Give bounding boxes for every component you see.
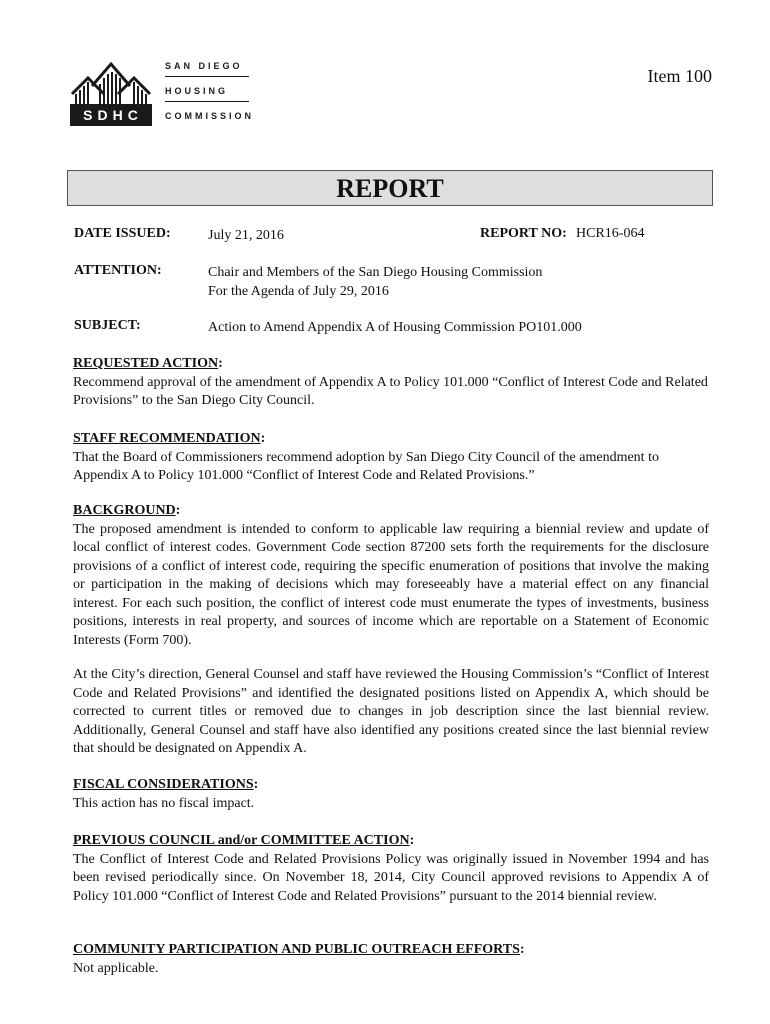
background-paragraph-2: At the City’s direction, General Counsel and staff have reviewed the Housing Commission’s “Conflict of Interest Code and Related Provisions” and identified the designated positions listed on Appendix A, which should be corrected to current titles or removed due to changes in job description since the last biennial review. Additionally, General Counsel and staff have also identified any positions created since the last biennial review that should be designated on Appendix A.	[73, 667, 709, 756]
requested-action-section	[73, 355, 709, 411]
logo-line-3: COMMISSION	[165, 111, 255, 121]
houses-logo-icon	[70, 56, 152, 126]
logo-divider	[165, 101, 249, 102]
background-paragraph-2-block	[73, 666, 709, 759]
sdhc-logo	[70, 56, 260, 130]
date-issued-value: July 21, 2016	[208, 228, 284, 243]
attention-line-2: For the Agenda of July 29, 2016	[208, 284, 389, 299]
background-section	[73, 502, 709, 650]
logo-line-2: HOUSING	[165, 86, 229, 96]
logo-divider	[165, 76, 249, 77]
report-title-banner: REPORT	[67, 170, 713, 206]
section-text: Not applicable.	[73, 960, 159, 976]
attention-line-1: Chair and Members of the San Diego Housing Commission	[208, 265, 543, 280]
attention-label: ATTENTION:	[74, 263, 162, 278]
attention-value	[208, 263, 542, 301]
report-no-value: HCR16-064	[576, 226, 645, 241]
section-heading: PREVIOUS COUNCIL and/or COMMITTEE ACTION:	[73, 833, 415, 848]
subject-value: Action to Amend Appendix A of Housing Commission PO101.000	[208, 320, 582, 335]
previous-action-section	[73, 832, 709, 906]
section-heading: COMMUNITY PARTICIPATION AND PUBLIC OUTREACH EFFORTS:	[73, 942, 525, 957]
fiscal-section	[73, 776, 709, 813]
staff-recommendation-section	[73, 430, 709, 486]
section-text: That the Board of Commissioners recommend adoption by San Diego City Council of the amendment to Appendix A to Policy 101.000 “Conflict of Interest Code and Related Provisions.”	[73, 449, 659, 483]
section-text: This action has no fiscal impact.	[73, 795, 255, 811]
logo-letters: SDHC	[70, 104, 152, 126]
item-number: Item 100	[647, 66, 712, 86]
subject-label: SUBJECT:	[74, 318, 141, 333]
section-text: Recommend approval of the amendment of Appendix A to Policy 101.000 “Conflict of Interest Code and Related Provisions” to the San Diego City Council.	[73, 374, 708, 408]
section-heading: STAFF RECOMMENDATION:	[73, 431, 266, 446]
community-section	[73, 941, 709, 978]
section-heading: BACKGROUND:	[73, 503, 181, 518]
logo-wordmark	[165, 56, 255, 126]
date-issued-label: DATE ISSUED:	[74, 226, 171, 241]
section-heading: FISCAL CONSIDERATIONS:	[73, 777, 259, 792]
background-paragraph-1: The proposed amendment is intended to conform to applicable law requiring a biennial review and update of local conflict of interest codes. Government Code section 87200 sets forth the requirements for the disclosure provisions of a conflict of interest code, requiring the specific enumeration of positions that involve the making or participation in the making of decisions which may foreseeably have a material effect on any financial interest. For each such position, the conflict of interest code must enumerate the types of investments, business positions, interests in real property, and sources of income which are reportable on a Statement of Economic Interests (Form 700).	[73, 521, 709, 648]
section-heading: REQUESTED ACTION:	[73, 356, 223, 371]
report-no-label: REPORT NO:	[480, 226, 567, 241]
section-text: The Conflict of Interest Code and Related Provisions Policy was originally issued in November 1994 and has been revised periodically since. On November 18, 2014, City Council approved revisions to Appendix A of Policy 101.000 “Conflict of Interest Code and Related Provisions” pursuant to the 2014 biennial review.	[73, 851, 709, 904]
logo-line-1: SAN DIEGO	[165, 61, 243, 71]
